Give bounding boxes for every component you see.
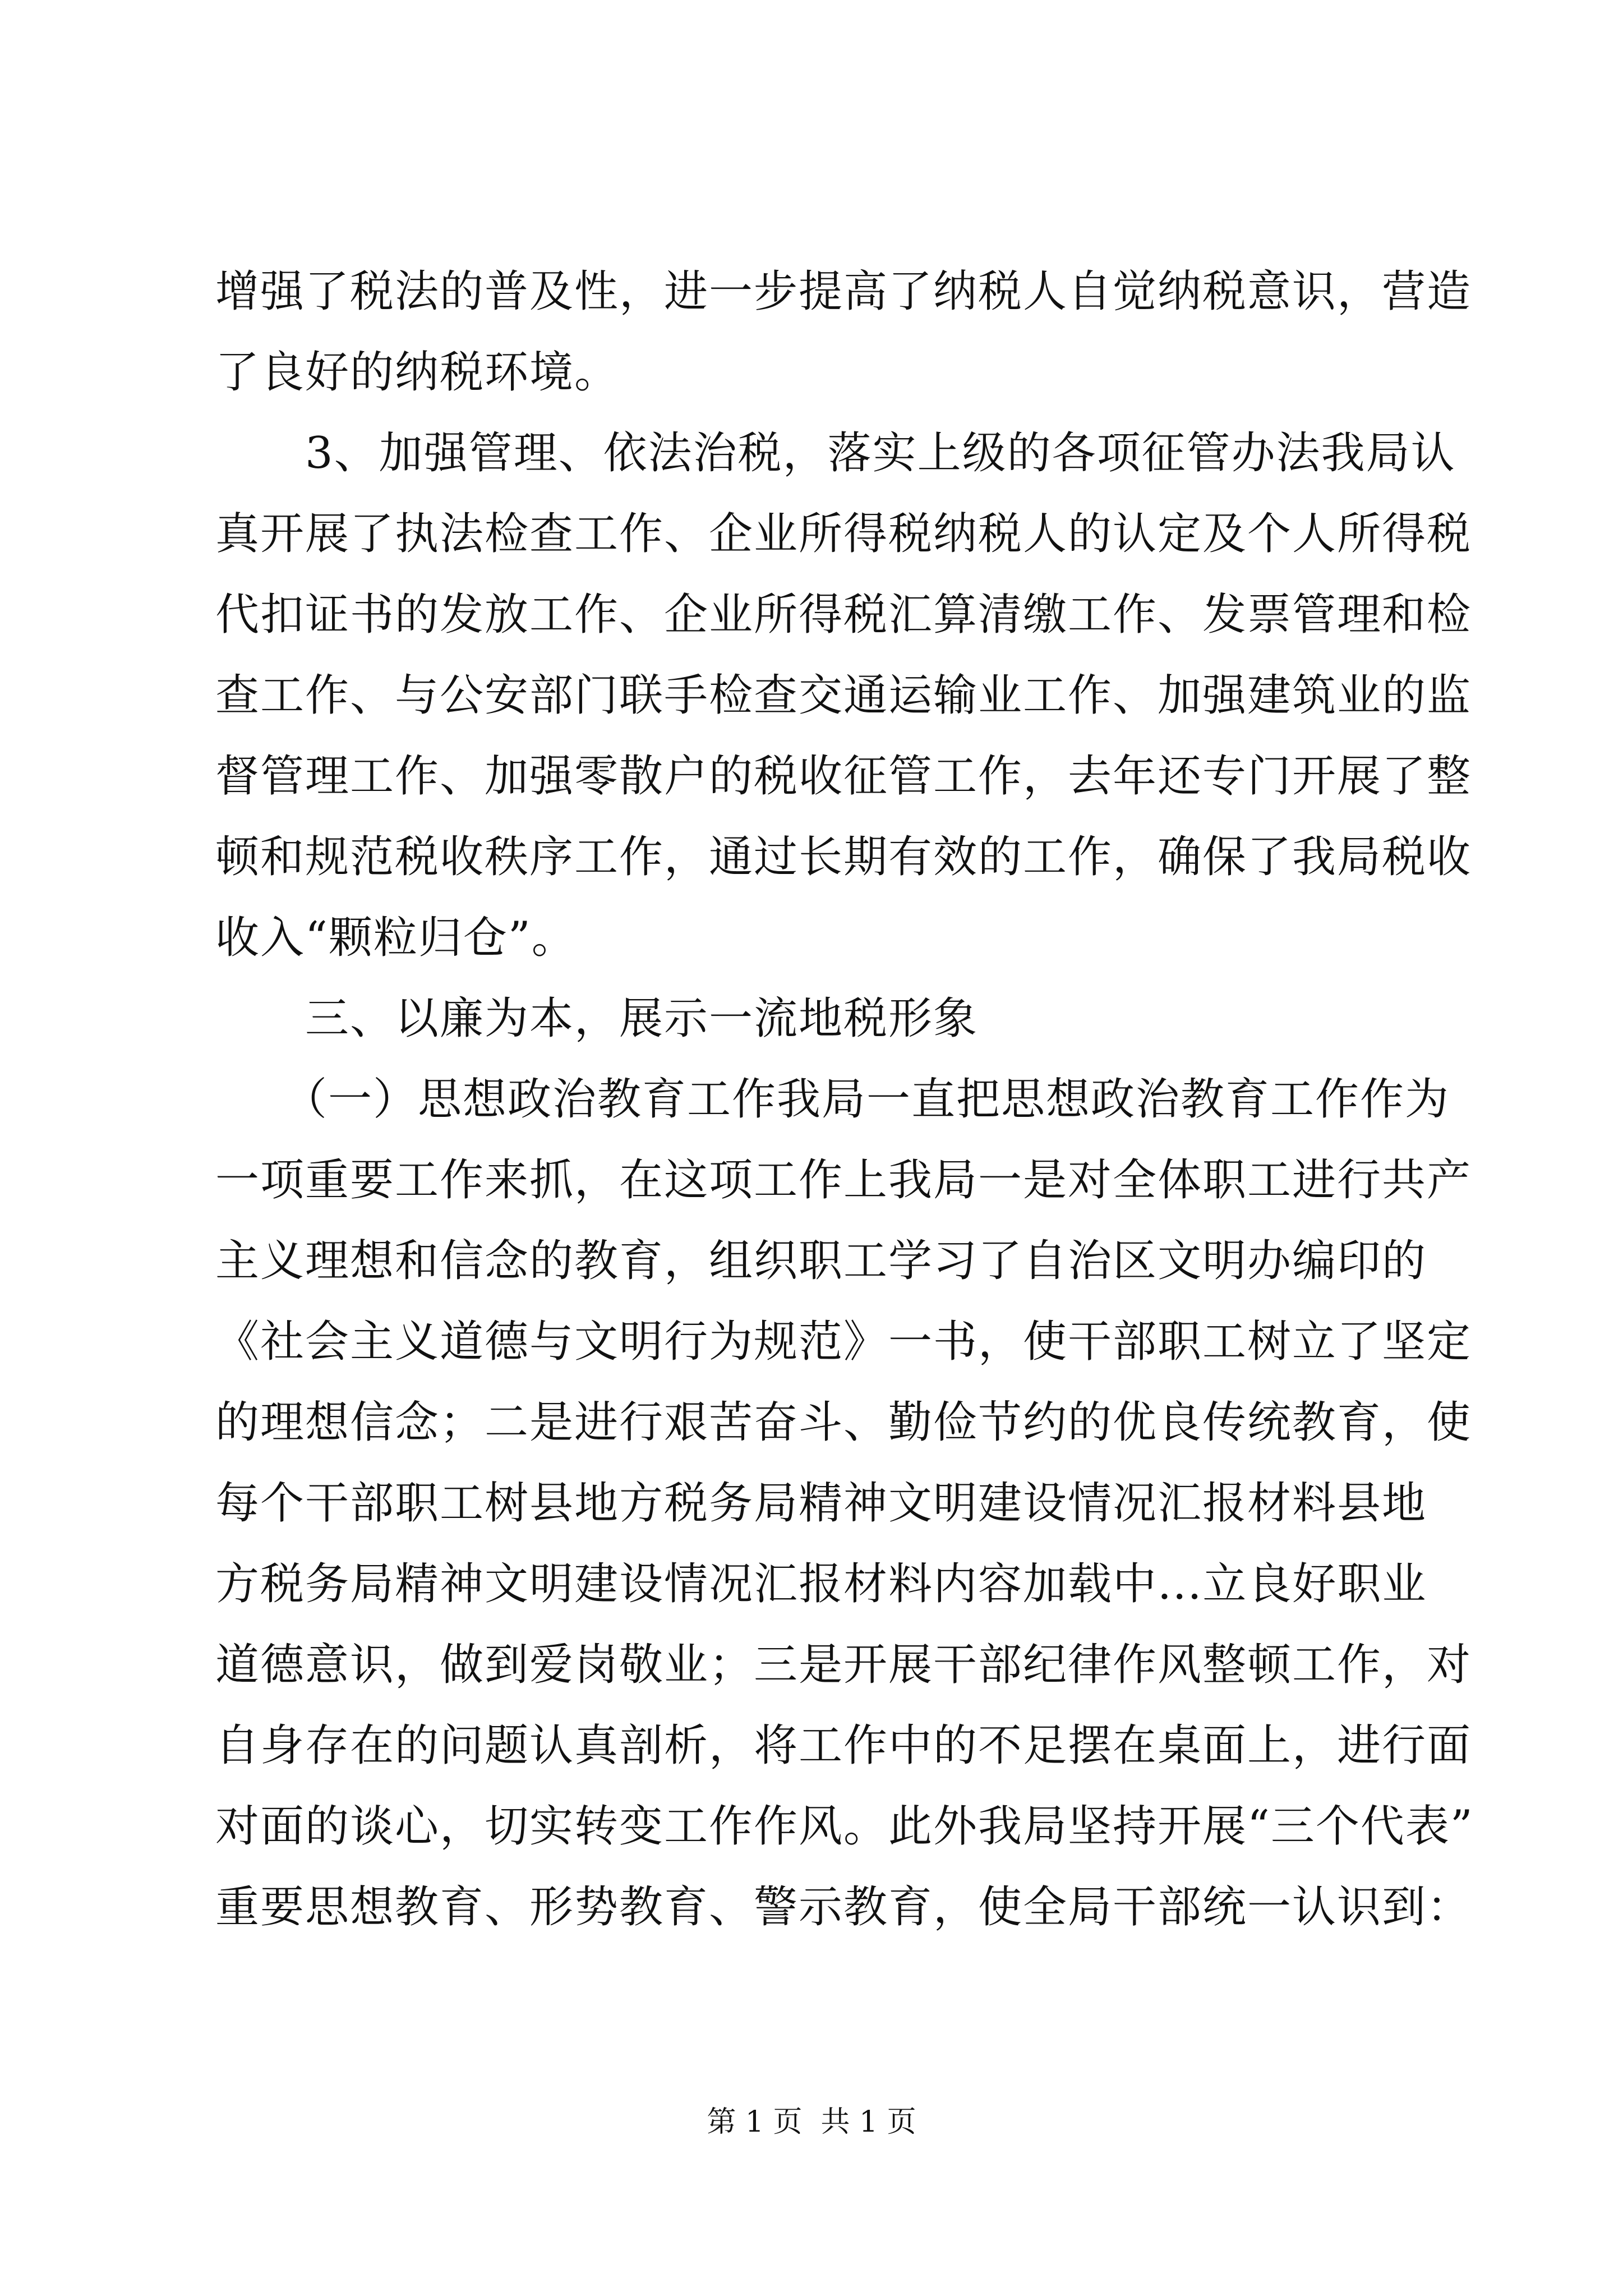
text-line: 3、加强管理、依法治税，落实上级的各项征管办法我局认 [215, 428, 1456, 478]
text-line: 真开展了执法检查工作、企业所得税纳税人的认定及个人所得税 [215, 509, 1472, 559]
text-line: 自身存在的问题认真剖析，将工作中的不足摆在桌面上，进行面 [215, 1720, 1472, 1771]
section-heading: 三、以廉为本，展示一流地税形象 [215, 993, 979, 1044]
text-line: 对面的谈心，切实转变工作作风。此外我局坚持开展“三个代表” [215, 1801, 1474, 1852]
text-line: 《社会主义道德与文明行为规范》一书，使干部职工树立了坚定 [215, 1317, 1472, 1367]
text-line: 每个干部职工树县地方税务局精神文明建设情况汇报材料县地 [215, 1478, 1427, 1529]
document-body [215, 251, 1474, 1948]
text-line: 的理想信念；二是进行艰苦奋斗、勤俭节约的优良传统教育，使 [215, 1397, 1472, 1448]
text-line: 主义理想和信念的教育，组织职工学习了自治区文明办编印的 [215, 1236, 1427, 1286]
text-line: 方税务局精神文明建设情况汇报材料内容加载中...立良好职业 [215, 1559, 1427, 1609]
text-line: 督管理工作、加强零散户的税收征管工作，去年还专门开展了整 [215, 751, 1472, 802]
page-footer: 第 1 页 共 1 页 [707, 2105, 916, 2139]
text-line: 一项重要工作来抓，在这项工作上我局一是对全体职工进行共产 [215, 1155, 1472, 1205]
text-line: 重要思想教育、形势教育、警示教育，使全局干部统一认识到： [215, 1882, 1472, 1932]
text-line: 顿和规范税收秩序工作，通过长期有效的工作，确保了我局税收 [215, 832, 1472, 882]
text-line: 了良好的纳税环境。 [215, 347, 620, 398]
text-line: 收入“颗粒归仓”。 [215, 913, 577, 963]
text-line: 代扣证书的发放工作、企业所得税汇算清缴工作、发票管理和检 [215, 590, 1472, 640]
text-line: 查工作、与公安部门联手检查交通运输业工作、加强建筑业的监 [215, 670, 1472, 721]
text-line: （一）思想政治教育工作我局一直把思想政治教育工作作为 [215, 1074, 1450, 1125]
text-line: 增强了税法的普及性，进一步提高了纳税人自觉纳税意识，营造 [215, 266, 1472, 317]
text-line: 道德意识，做到爱岗敬业；三是开展干部纪律作风整顿工作，对 [215, 1640, 1472, 1690]
